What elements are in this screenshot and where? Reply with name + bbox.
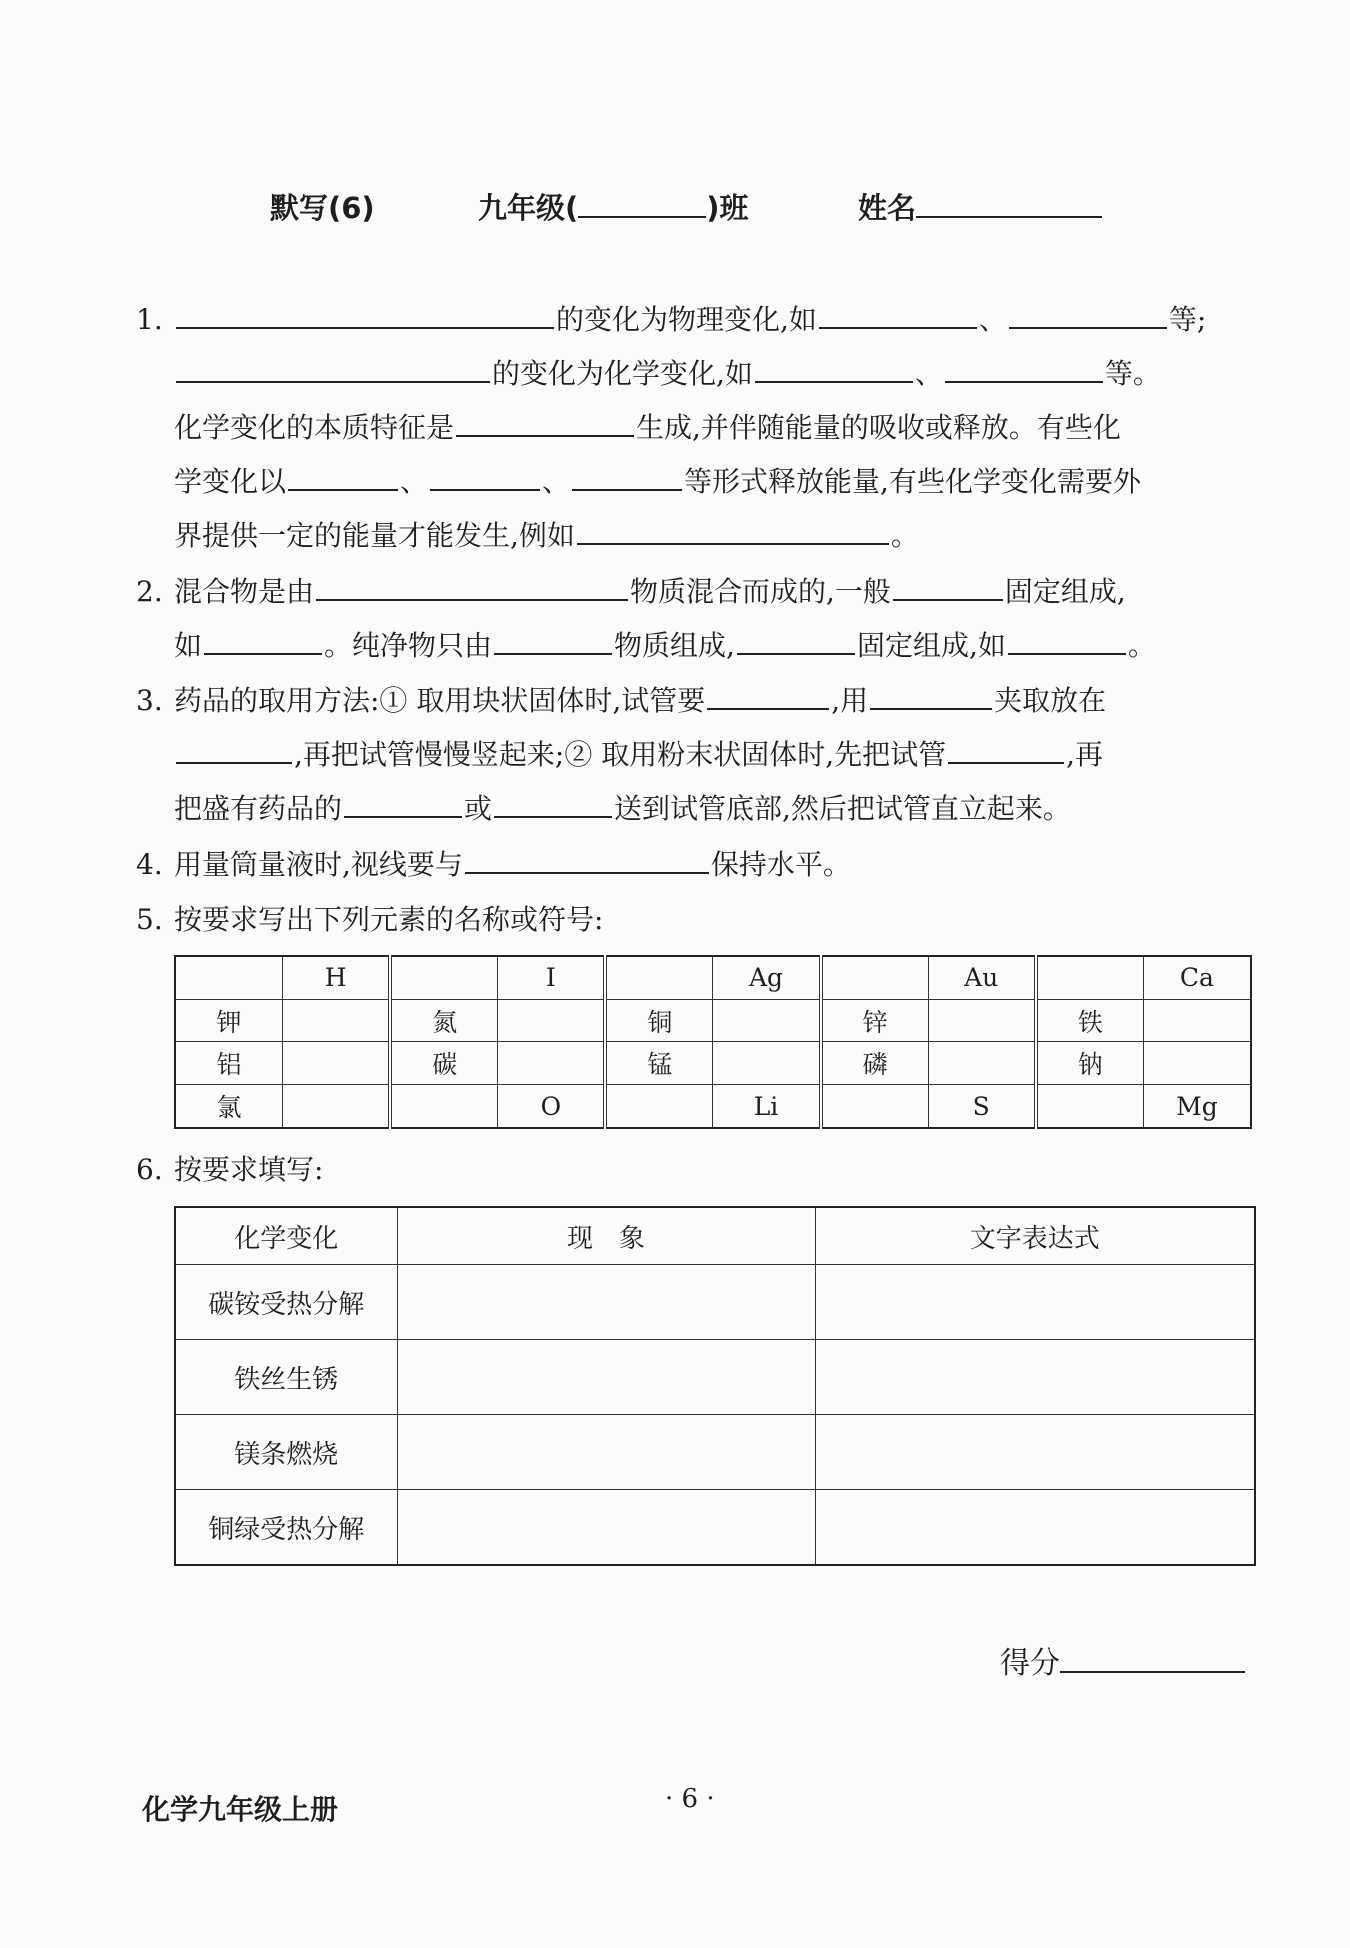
question-text: 等。 (1104, 357, 1161, 390)
answer-blank[interactable] (288, 467, 398, 491)
question-text: 按要求写出下列元素的名称或符号: (174, 903, 604, 936)
question-text: 、 (914, 357, 943, 390)
worksheet-title: 默写(6) (270, 191, 375, 225)
answer-cell[interactable] (713, 1042, 821, 1085)
score-label: 得分 (1000, 1646, 1060, 1681)
grade-label: 九年级( (478, 191, 579, 225)
question-line (174, 674, 1106, 728)
answer-blank[interactable] (1009, 305, 1167, 329)
answer-blank[interactable] (819, 305, 977, 329)
answer-cell[interactable] (713, 999, 821, 1042)
question-number: 5. (136, 903, 163, 936)
answer-cell[interactable] (390, 956, 498, 999)
reaction-name: 铜绿受热分解 (175, 1490, 397, 1566)
answer-cell[interactable] (1143, 1042, 1251, 1085)
phenomenon-cell[interactable] (397, 1265, 815, 1340)
question-5 (136, 893, 1256, 947)
question-text: 送到试管底部,然后把试管直立起来。 (614, 792, 1071, 825)
answer-cell[interactable] (605, 1085, 713, 1128)
element-cell: Au (928, 956, 1036, 999)
question-text: 或 (464, 792, 493, 825)
answer-blank[interactable] (494, 794, 612, 818)
question-text: 保持水平。 (710, 848, 851, 881)
answer-cell[interactable] (1036, 1085, 1144, 1128)
table-row (175, 1340, 1255, 1415)
question-text: ,用 (831, 684, 869, 717)
answer-blank[interactable] (430, 467, 540, 491)
reaction-name: 铁丝生锈 (175, 1340, 397, 1415)
table-row (175, 1490, 1255, 1566)
element-cell: S (928, 1085, 1036, 1128)
element-cell: 锰 (605, 1042, 713, 1085)
question-text: ,再 (1066, 738, 1104, 771)
element-cell: 氮 (390, 999, 498, 1042)
question-line (174, 509, 919, 563)
answer-blank[interactable] (465, 850, 709, 874)
answer-cell[interactable] (390, 1085, 498, 1128)
question-line (174, 565, 1126, 619)
question-text: 的变化为化学变化,如 (492, 357, 753, 390)
answer-cell[interactable] (498, 999, 606, 1042)
column-header: 化学变化 (175, 1207, 397, 1265)
element-cell: 铜 (605, 999, 713, 1042)
question-text: 、 (542, 465, 571, 498)
question-text: 、 (978, 303, 1007, 336)
table-row (175, 999, 1251, 1042)
class-field[interactable] (478, 188, 749, 228)
question-3 (136, 674, 1256, 836)
question-text: 用量筒量液时,视线要与 (174, 848, 463, 881)
answer-blank[interactable] (1008, 631, 1126, 655)
class-blank[interactable] (578, 194, 706, 218)
answer-blank[interactable] (707, 686, 829, 710)
element-cell: 钠 (1036, 1042, 1144, 1085)
answer-cell[interactable] (498, 1042, 606, 1085)
table-row (175, 1265, 1255, 1340)
question-number: 1. (136, 303, 163, 336)
answer-blank[interactable] (893, 577, 1003, 601)
question-text: 药品的取用方法:① 取用块状固体时,试管要 (174, 684, 706, 717)
score-blank[interactable] (1060, 1647, 1245, 1673)
answer-cell[interactable] (928, 1042, 1036, 1085)
element-cell: O (498, 1085, 606, 1128)
answer-cell[interactable] (821, 956, 929, 999)
expression-cell[interactable] (815, 1265, 1255, 1340)
answer-blank[interactable] (494, 631, 612, 655)
table-row (175, 1415, 1255, 1490)
phenomenon-cell[interactable] (397, 1490, 815, 1566)
answer-cell[interactable] (283, 1085, 391, 1128)
question-text: 物质组成, (614, 629, 735, 662)
question-number: 3. (136, 684, 163, 717)
answer-cell[interactable] (1036, 956, 1144, 999)
table-header-row (175, 1207, 1255, 1265)
answer-cell[interactable] (605, 956, 713, 999)
question-text: 。 (1127, 629, 1156, 662)
question-text: 如 (174, 629, 203, 662)
element-table (174, 955, 1252, 1129)
answer-cell[interactable] (821, 1085, 929, 1128)
question-line (174, 347, 1161, 401)
question-4 (136, 838, 1256, 892)
element-cell: 碳 (390, 1042, 498, 1085)
answer-cell[interactable] (283, 999, 391, 1042)
question-number: 6. (136, 1153, 163, 1186)
question-text: 固定组成,如 (856, 629, 1006, 662)
answer-blank[interactable] (870, 686, 992, 710)
question-text: 混合物是由 (174, 575, 315, 608)
phenomenon-cell[interactable] (397, 1415, 815, 1490)
question-1 (136, 293, 1256, 573)
answer-cell[interactable] (175, 956, 283, 999)
element-cell: 钾 (175, 999, 283, 1042)
question-text: 按要求填写: (174, 1153, 324, 1186)
question-text: 的变化为物理变化,如 (556, 303, 817, 336)
element-cell: 氯 (175, 1085, 283, 1128)
element-cell: 磷 (821, 1042, 929, 1085)
element-cell: 铝 (175, 1042, 283, 1085)
question-text: 界提供一定的能量才能发生,例如 (174, 519, 575, 552)
element-cell: Li (713, 1085, 821, 1128)
answer-blank[interactable] (572, 467, 682, 491)
expression-cell[interactable] (815, 1340, 1255, 1415)
question-number: 4. (136, 848, 163, 881)
table-row (175, 1042, 1251, 1085)
answer-blank[interactable] (176, 305, 554, 329)
question-line (174, 782, 1071, 836)
answer-blank[interactable] (577, 521, 889, 545)
answer-blank[interactable] (945, 359, 1103, 383)
name-blank[interactable] (916, 194, 1102, 218)
question-line (174, 401, 1121, 455)
class-label: )班 (706, 191, 749, 225)
question-text: 等形式释放能量,有些化学变化需要外 (684, 465, 1141, 498)
question-number: 2. (136, 575, 163, 608)
question-6 (136, 1143, 1256, 1197)
question-text: 把盛有药品的 (174, 792, 343, 825)
answer-blank[interactable] (204, 631, 322, 655)
name-label: 姓名 (858, 191, 917, 225)
element-cell: Mg (1143, 1085, 1251, 1128)
answer-blank[interactable] (456, 413, 634, 437)
question-2 (136, 565, 1256, 673)
name-field[interactable] (858, 188, 1102, 228)
answer-blank[interactable] (176, 359, 490, 383)
question-text: 生成,并伴随能量的吸收或释放。有些化 (636, 411, 1121, 444)
reaction-name: 镁条燃烧 (175, 1415, 397, 1490)
answer-cell[interactable] (1143, 999, 1251, 1042)
column-header: 文字表达式 (815, 1207, 1255, 1265)
answer-blank[interactable] (755, 359, 913, 383)
table-row (175, 1085, 1251, 1128)
question-text: 。纯净物只由 (324, 629, 493, 662)
question-line (174, 455, 1141, 509)
score-field[interactable] (1000, 1638, 1245, 1682)
expression-cell[interactable] (815, 1415, 1255, 1490)
question-text: 夹取放在 (994, 684, 1107, 717)
phenomenon-cell[interactable] (397, 1340, 815, 1415)
question-line (174, 293, 1206, 347)
column-header: 现 象 (397, 1207, 815, 1265)
question-text: 学变化以 (174, 465, 287, 498)
question-text: 。 (890, 519, 919, 552)
answer-cell[interactable] (928, 999, 1036, 1042)
book-title: 化学九年级上册 (142, 1793, 339, 1826)
answer-blank[interactable] (176, 740, 292, 764)
question-text: 等; (1168, 303, 1207, 336)
element-cell: I (498, 956, 606, 999)
reaction-name: 碳铵受热分解 (175, 1265, 397, 1340)
element-cell: 锌 (821, 999, 929, 1042)
element-cell: Ca (1143, 956, 1251, 999)
page-number: · 6 · (665, 1784, 715, 1814)
element-cell: Ag (713, 956, 821, 999)
answer-blank[interactable] (316, 577, 628, 601)
answer-blank[interactable] (737, 631, 855, 655)
table-row (175, 956, 1251, 999)
question-line (174, 728, 1103, 782)
question-line (174, 619, 1156, 673)
question-text: 物质混合而成的,一般 (630, 575, 891, 608)
element-cell: H (283, 956, 391, 999)
question-text: 固定组成, (1004, 575, 1126, 608)
expression-cell[interactable] (815, 1490, 1255, 1566)
element-cell: 铁 (1036, 999, 1144, 1042)
answer-cell[interactable] (283, 1042, 391, 1085)
question-text: ,再把试管慢慢竖起来;② 取用粉末状固体时,先把试管 (294, 738, 947, 771)
question-line (174, 838, 851, 892)
question-text: 、 (400, 465, 429, 498)
question-text: 化学变化的本质特征是 (174, 411, 455, 444)
answer-blank[interactable] (344, 794, 462, 818)
reaction-table (174, 1206, 1256, 1566)
answer-blank[interactable] (948, 740, 1064, 764)
